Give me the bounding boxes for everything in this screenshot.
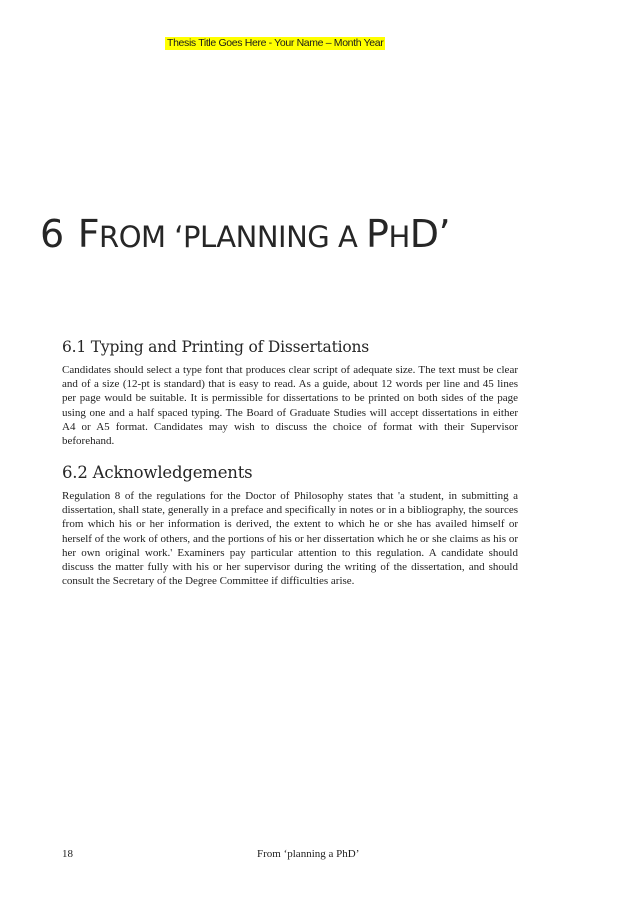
chapter-title-end: D’ — [409, 212, 451, 256]
section-body: Regulation 8 of the regulations for the Doctor of Philosophy states that 'a student, in submitting a dissertation, shall state, generally in a preface and specifically in notes or in a bibliography, the sources from which his or her information is derived, the extent to which he or she has availed himself or herself of the work of others, and the portions of his or her dissertation which he or she claims as his or her own original work.' Examiners pay particular attention to this regulation. A candidate should discuss the matter fully with his or her supervisor during the writing of the dissertation, and should consult the Secretary of the Degree Committee if difficulties arise. — [62, 490, 518, 588]
chapter-title-initial: F — [77, 212, 100, 256]
chapter-title-smallcaps: ROM ‘ — [99, 220, 183, 254]
chapter-heading — [40, 207, 450, 264]
section-body: Candidates should select a type font that produces clear script of adequate size. The text must be clear and of a size (12-pt is standard) that is easy to read. As a guide, about 12 words per line and 45 lines per page would be suitable. It is permissible for dissertations to be printed on both sides of the page using one and a half spaced typing. The Board of Graduate Studies will accept dissertations in either A4 or A5 format. Candidates may wish to discuss the choice of format with their Supervisor beforehand. — [62, 364, 518, 448]
running-header: Thesis Title Goes Here - Your Name – Month Year — [167, 37, 384, 49]
footer-chapter-title: From ‘planning a PhD’ — [257, 848, 360, 860]
section-typing-printing — [62, 337, 518, 448]
chapter-number: 6 — [40, 212, 64, 256]
chapter-title-initial-2: P — [366, 212, 389, 256]
section-heading: 6.1 Typing and Printing of Dissertations — [62, 338, 370, 356]
chapter-title-smallcaps-2: PLANNING A — [182, 220, 367, 254]
page-number: 18 — [62, 848, 73, 860]
chapter-title-smallcaps-3: H — [388, 220, 410, 254]
section-heading: 6.2 Acknowledgements — [62, 463, 253, 482]
section-acknowledgements — [62, 463, 518, 588]
